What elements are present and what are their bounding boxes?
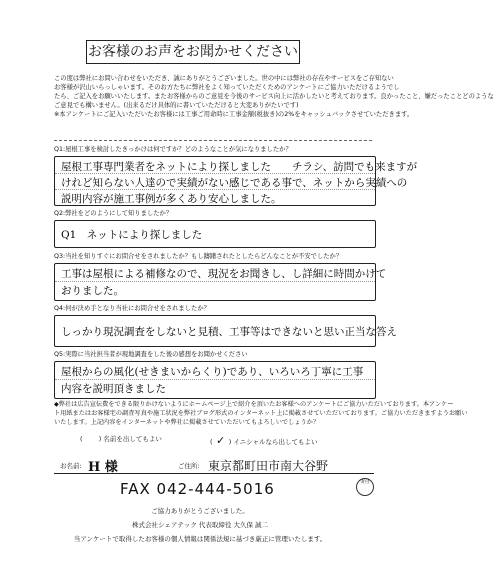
address-value: 東京都町田市南大谷野	[208, 459, 329, 473]
question-5: Q5:実際に当社担当者が現地調査をした後の感想をお聞かせください	[54, 351, 248, 358]
answer-5-box	[54, 361, 376, 399]
question-4: Q4:何が決め手となり当社にお問合せをされましたか？	[54, 305, 210, 312]
answer-4-box	[54, 315, 397, 347]
fax-number: FAX 042-444-5016	[120, 480, 275, 498]
answer-2-text: Q1 ネットにより探しました	[61, 229, 203, 241]
option-paren-close: )	[98, 435, 102, 443]
name-value: H 様	[88, 460, 118, 475]
name-address-row	[54, 455, 374, 474]
answer-4-text: しっかり現況調査をしないと見積、工事等はできないと思い正当な答え	[61, 326, 397, 338]
divider	[54, 140, 372, 141]
address-label: ご住所:	[178, 462, 200, 470]
option-paren-open: (	[210, 438, 213, 446]
answer-3-text: 工事は屋根による補修なので、現況をお聞きし、し詳細に時間かけて	[61, 268, 387, 280]
option-paren-open: (	[80, 435, 83, 443]
answer-1-text: 説明内容が施工事例が多くあり安心しました。	[61, 193, 282, 205]
publication-notice	[54, 400, 468, 427]
answer-1-text: けれど知らない人達ので実績がない感じである事で、ネットから実績への	[61, 177, 408, 189]
page-title: お客様のお声をお聞かせください	[86, 40, 300, 64]
footer-company: 株式会社シェアテック 代表取締役 大久保 誠二	[131, 521, 269, 529]
stamp-mark: 寄付	[356, 478, 374, 496]
answer-5-text: 内容を説明頂きました	[61, 383, 166, 395]
intro-text	[54, 74, 494, 119]
intro-line: ※本アンケートにご記入いただいたお客様には工事ご用命時に工事金額(税抜き)の2%をキャッシュバックさせていただきます。	[54, 111, 414, 118]
option-initial-ok-label: イニシャルなら出してもよい	[233, 438, 318, 446]
question-2: Q2:弊社をどのようにして知りましたか？	[54, 210, 173, 217]
notice-line: いたします。上記内容をインターネットや弊社に掲載させていただいてもよろしいでしょうか？	[54, 419, 320, 426]
answer-3-text: おりました。	[61, 285, 124, 297]
answer-5-text: 屋根からの風化(せきまいからくり)であり、いろいろ丁寧に工事	[61, 366, 364, 378]
option-initial-ok[interactable]	[210, 434, 317, 447]
intro-line: お客様が沢山いらっしゃいます。そのお方たちに弊社をよく知っていただくためのアンケートにご協力いただけるようでし	[54, 84, 400, 91]
notice-line: ト用紙またはお客様宅の調査写真や施工状況を弊社ブログ形式のインターネット上に掲載させていただいております。ご協力いただきますようお願い	[54, 410, 468, 417]
answer-line	[55, 281, 375, 282]
footer-privacy: 当アンケートで取得したお客様の個人情報は関係法規に基づき厳正に管理いたします。	[73, 535, 327, 543]
option-name-ok[interactable]	[80, 434, 162, 443]
intro-line: ご意見でも構いません。(出来るだけ具体的に書いていただけると大変ありがたいです)	[54, 102, 299, 109]
footer-thanks: ご協力ありがとうございました。	[151, 507, 249, 515]
question-1: Q1:屋根工事を検討したきっかけは何ですか？どのようなことが気になりましたか？	[54, 146, 292, 153]
intro-line: たら、ご記入をお願いいたします。またお客様からのご意見を今後のサービス向上に活かしたいと考えております。良かったこと、嫌だったことどのような	[54, 93, 494, 100]
question-3: Q3:当社を知りすぐにお問合せをされましたか？もし躊躇されたとしたらどんなことが不安でしたか？	[54, 253, 343, 260]
answer-3-box	[54, 263, 387, 301]
answer-1-box	[54, 156, 418, 206]
option-name-ok-label: 名前を出してもよい	[103, 435, 162, 443]
notice-line: ◆弊社は広告宣伝費をできる限りかけないようにホームページ上で紹介を頂いたお客様へのアンケートにご協力いただいております。本アンケー	[54, 401, 454, 408]
answer-line	[55, 379, 375, 380]
option-initial-ok-mark: ✓	[216, 434, 226, 447]
name-label: お名前:	[60, 462, 82, 470]
intro-line: この度は弊社にお問い合わせをいただき、誠にありがとうございました。世の中には弊社の存在やサービスをご存知ない	[54, 75, 394, 82]
option-paren-close: )	[228, 438, 232, 446]
answer-2-box	[54, 220, 376, 248]
answer-1-text: 屋根工事専門業者をネットにより探しました チラシ、訪問でも来ますが	[61, 161, 418, 173]
